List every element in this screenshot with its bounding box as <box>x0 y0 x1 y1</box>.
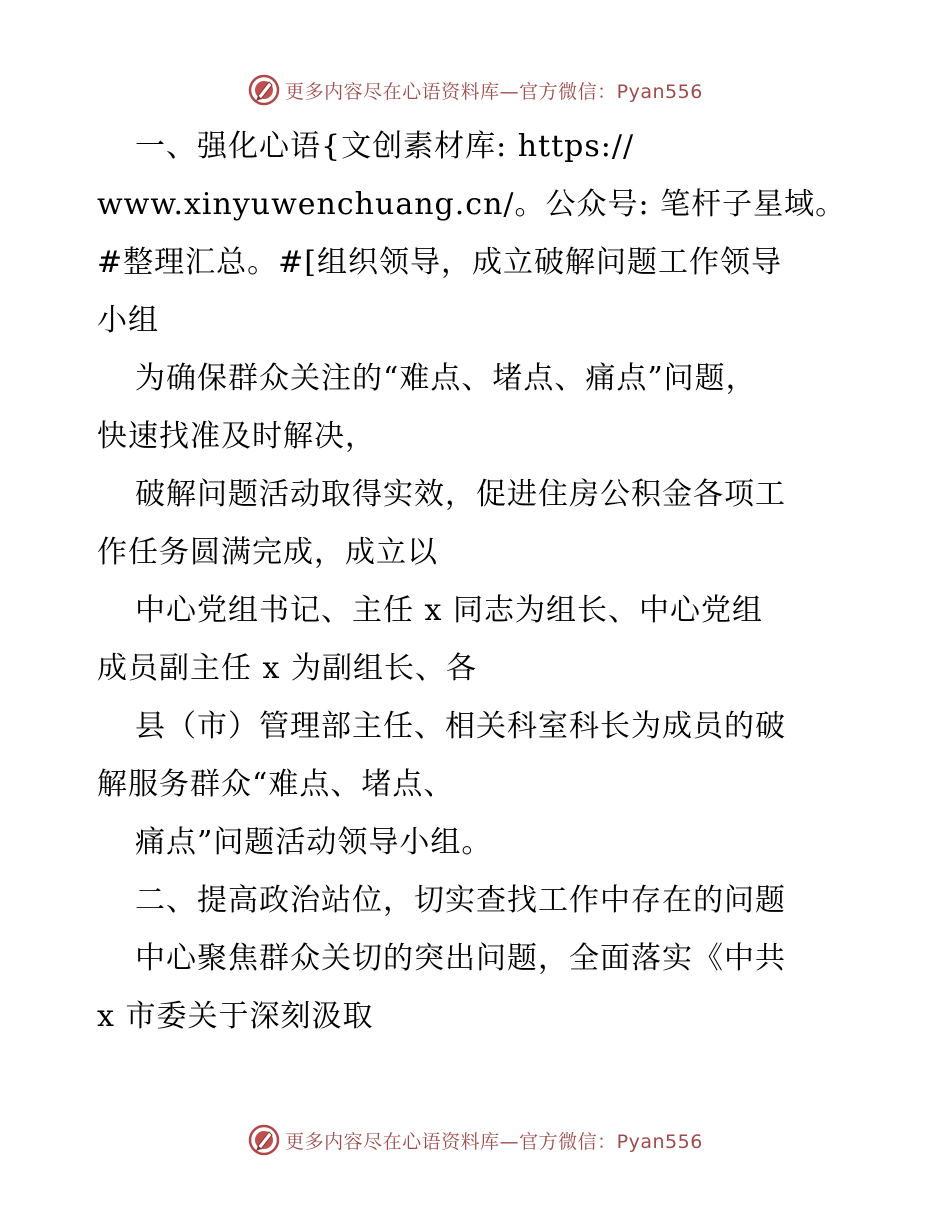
body-line: 为确保群众关注的“难点、堵点、痛点”问题， <box>135 361 757 396</box>
header-banner-text: 更多内容尽在心语资料库—官方微信：Pyan556 <box>285 80 703 103</box>
body-line: 小组 <box>97 303 159 338</box>
body-line: 成员副主任 x 为副组长、各 <box>97 651 477 686</box>
body-line: www.xinyuwenchuang.cn/。公众号: 笔杆子星域。 <box>97 187 847 222</box>
footer-banner-text: 更多内容尽在心语资料库—官方微信：Pyan556 <box>285 1130 703 1153</box>
body-line-section-heading-2: 二、提高政治站位，切实查找工作中存在的问题 <box>135 883 786 918</box>
body-line: 作任务圆满完成，成立以 <box>97 535 438 570</box>
pen-nib-logo-icon <box>247 73 281 107</box>
footer-banner <box>0 1120 950 1160</box>
body-line: #整理汇总。#[组织领导，成立破解问题工作领导 <box>97 245 782 280</box>
body-line: 中心党组书记、主任 x 同志为组长、中心党组 <box>135 593 763 628</box>
body-line: 解服务群众“难点、堵点、 <box>97 767 455 802</box>
header-banner <box>0 70 950 110</box>
body-line: 痛点”问题活动领导小组。 <box>135 825 493 860</box>
body-line: 快速找准及时解决， <box>97 419 376 454</box>
document-body <box>97 118 857 1046</box>
body-line: 破解问题活动取得实效，促进住房公积金各项工 <box>135 477 786 512</box>
body-line: 县（市）管理部主任、相关科室科长为成员的破 <box>135 709 786 744</box>
pen-nib-logo-icon <box>247 1123 281 1157</box>
body-line-section-heading-1: 一、强化心语{文创素材库: https:// <box>135 129 635 164</box>
body-line: 中心聚焦群众关切的突出问题，全面落实《中共 <box>135 941 786 976</box>
body-line: x 市委关于深刻汲取 <box>97 999 374 1034</box>
